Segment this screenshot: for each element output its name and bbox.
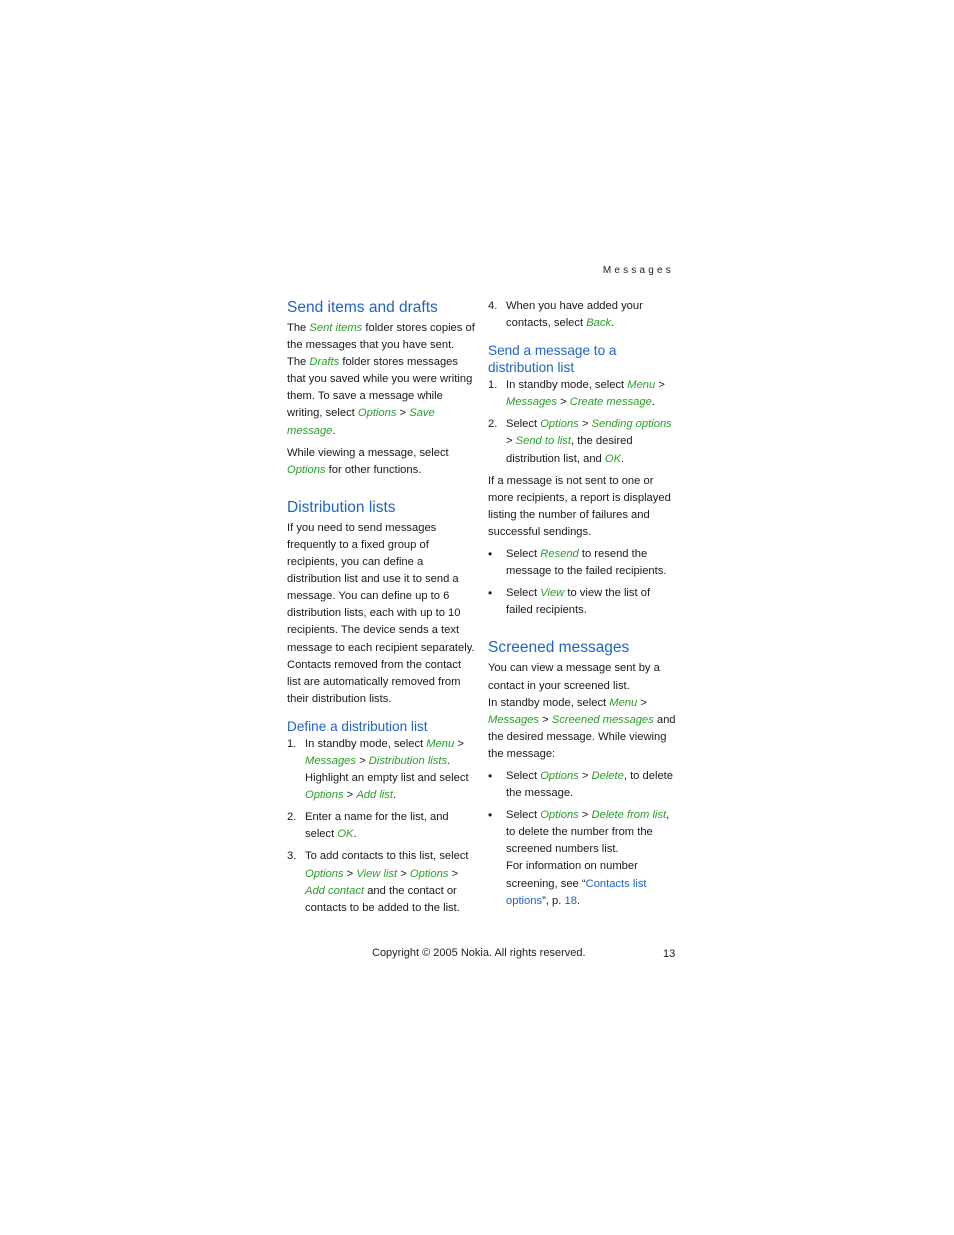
- send-step-2: 2. Select Options > Sending options > Send to list, the desired distribution list, and OK.: [488, 418, 672, 465]
- bullet-delete-from-list: • Select Options > Delete from list, to delete the number from the screened numbers list. For information on number screening, see “Contacts list options”, p. 18.: [488, 808, 670, 907]
- para-distribution: If you need to send messages frequently to a fixed group of recipients, you can define a distribution list and use it to send a message. You can define up to 6 distribution lists, each with up to 10 recipients. The device sends a text message to each recipient separately. Contacts removed from the contact list are automatically removed from their distribution lists.: [287, 521, 475, 705]
- heading-send-to-list: Send a message to a distribution list: [488, 343, 617, 376]
- para-screened-1: You can view a message sent by a contact in your screened list.: [488, 662, 660, 692]
- heading-send-items: Send items and drafts: [287, 299, 438, 316]
- page-18-link[interactable]: 18: [564, 894, 577, 907]
- define-step-1: 1. In standby mode, select Menu > Messages > Distribution lists. Highlight an empty list and select Options > Add list.: [287, 737, 469, 802]
- bullet-icon: •: [488, 586, 493, 601]
- bullet-icon: •: [488, 808, 493, 823]
- page-number: 13: [663, 948, 676, 960]
- contacts-list-options-link[interactable]: Contacts list options: [506, 877, 647, 907]
- bullet-delete: • Select Options > Delete, to delete the message.: [488, 768, 673, 800]
- define-step-3: 3. To add contacts to this list, select Options > View list > Options > Add contact and the contact or contacts to be added to the list.: [287, 850, 469, 914]
- copyright: Copyright © 2005 Nokia. All rights reserved.: [372, 947, 586, 959]
- bullet-resend: • Select Resend to resend the message to the failed recipients.: [488, 547, 667, 578]
- left-column: [287, 298, 477, 917]
- bullet-icon: •: [488, 547, 493, 562]
- define-step-4: 4. When you have added your contacts, select Back.: [488, 300, 643, 330]
- para-screened-2: In standby mode, select Menu > Messages > Screened messages and the desired message. While viewing the message:: [488, 696, 676, 760]
- heading-screened: Screened messages: [488, 639, 630, 657]
- bullet-icon: •: [488, 768, 493, 783]
- running-header: Messages: [602, 265, 674, 276]
- para-options: While viewing a message, select Options for other functions.: [287, 446, 449, 476]
- define-step-2: 2. Enter a name for the list, and select OK.: [287, 811, 449, 841]
- right-column: [488, 298, 678, 910]
- para-sent-items: The Sent items folder stores copies of the messages that you have sent.: [287, 322, 475, 352]
- heading-define-list: Define a distribution list: [287, 718, 428, 734]
- para-failures: If a message is not sent to one or more recipients, a report is displayed listing the number of failures and successful sendings.: [488, 474, 671, 538]
- heading-distribution-lists: Distribution lists: [287, 498, 396, 516]
- send-step-1: 1. In standby mode, select Menu > Messages > Create message.: [488, 379, 665, 409]
- para-drafts: The Drafts folder stores messages that you saved while you were writing them. To save a message while writing, select Options > Save message.: [287, 356, 473, 437]
- bullet-view: • Select View to view the list of failed recipients.: [488, 586, 651, 617]
